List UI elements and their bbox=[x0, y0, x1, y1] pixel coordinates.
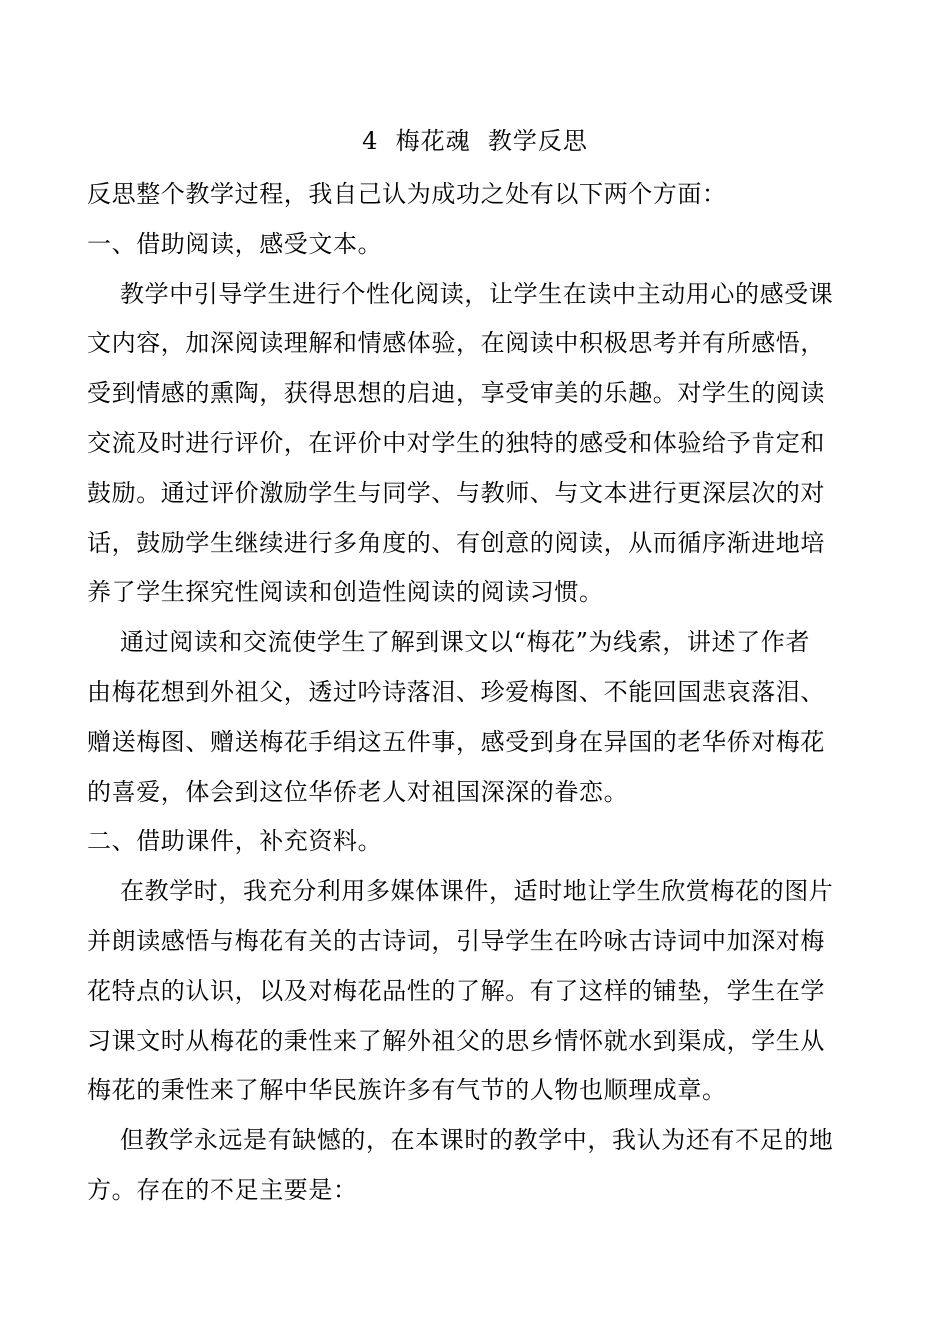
paragraph-line: 由梅花想到外祖父，透过吟诗落泪、珍爱梅图、不能回国悲哀落泪、 bbox=[87, 677, 825, 706]
paragraph-line: 养了学生探究性阅读和创造性阅读的阅读习惯。 bbox=[87, 578, 604, 607]
paragraph-line: 方。存在的不足主要是： bbox=[87, 1175, 358, 1204]
paragraph-line: 在教学时，我充分利用多媒体课件，适时地让学生欣赏梅花的图片 bbox=[120, 877, 834, 906]
section-heading: 一、借助阅读，感受文本。 bbox=[87, 229, 383, 258]
paragraph-line: 话，鼓励学生继续进行多角度的、有创意的阅读，从而循序渐进地培 bbox=[87, 528, 825, 557]
paragraph-line: 赠送梅图、赠送梅花手绢这五件事，感受到身在异国的老华侨对梅花 bbox=[87, 727, 825, 756]
paragraph-line: 并朗读感悟与梅花有关的古诗词，引导学生在吟咏古诗词中加深对梅 bbox=[87, 926, 825, 955]
paragraph-line: 交流及时进行评价，在评价中对学生的独特的感受和体验给予肯定和 bbox=[87, 428, 825, 457]
document-body bbox=[87, 170, 867, 1216]
paragraph-line: 教学中引导学生进行个性化阅读，让学生在读中主动用心的感受课 bbox=[120, 279, 834, 308]
text-line: 反思整个教学过程，我自己认为成功之处有以下两个方面： bbox=[87, 180, 727, 208]
paragraph-line: 梅花的秉性来了解中华民族许多有气节的人物也顺理成章。 bbox=[87, 1076, 727, 1105]
paragraph-line: 花特点的认识，以及对梅花品性的了解。有了这样的铺垫，学生在学 bbox=[87, 976, 825, 1005]
paragraph-line: 的喜爱，体会到这位华侨老人对祖国深深的眷恋。 bbox=[87, 777, 629, 806]
paragraph-line: 习课文时从梅花的秉性来了解外祖父的思乡情怀就水到渠成，学生从 bbox=[87, 1026, 825, 1055]
paragraph-line: 受到情感的熏陶，获得思想的启迪，享受审美的乐趣。对学生的阅读 bbox=[87, 379, 825, 408]
paragraph-line: 但教学永远是有缺憾的，在本课时的教学中，我认为还有不足的地 bbox=[120, 1126, 834, 1155]
section-heading: 二、借助课件，补充资料。 bbox=[87, 827, 383, 856]
paragraph-line: 通过阅读和交流使学生了解到课文以“梅花”为线索，讲述了作者 bbox=[120, 628, 810, 657]
paragraph-line: 文内容，加深阅读理解和情感体验，在阅读中积极思考并有所感悟， bbox=[87, 329, 825, 358]
paragraph-line: 鼓励。通过评价激励学生与同学、与教师、与文本进行更深层次的对 bbox=[87, 478, 825, 507]
page-title: 4 梅花魂 教学反思 bbox=[362, 127, 588, 155]
